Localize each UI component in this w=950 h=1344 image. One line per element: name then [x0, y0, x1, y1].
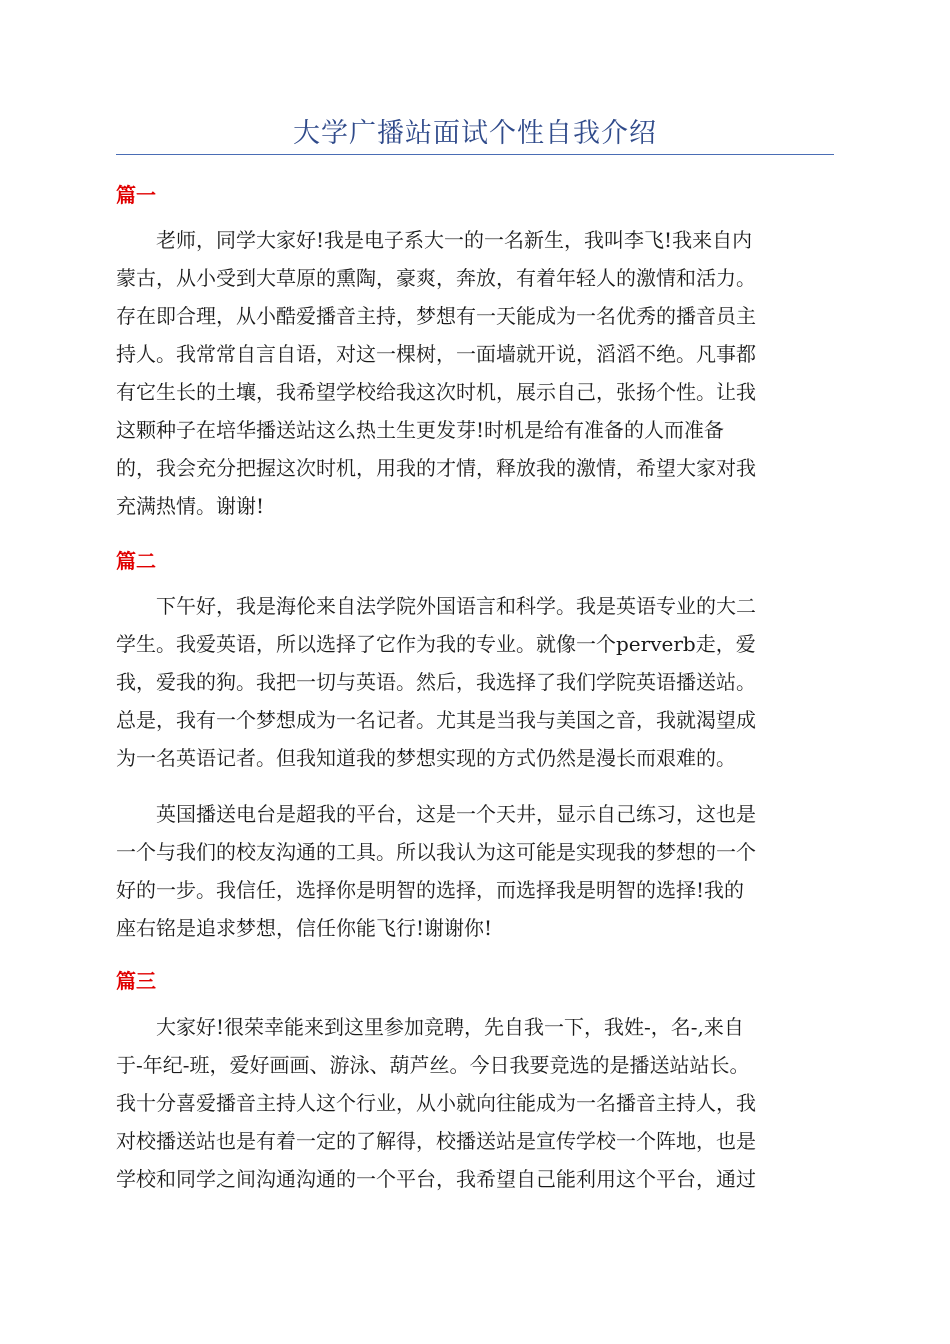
- text-line: 座右铭是追求梦想，信任你能飞行!谢谢你!: [116, 916, 493, 940]
- text-line: 老师，同学大家好!我是电子系大一的一名新生，我叫李飞!我来自内: [116, 228, 753, 252]
- section-heading-2: 篇二: [116, 549, 156, 573]
- text-line: 为一名英语记者。但我知道我的梦想实现的方式仍然是漫长而艰难的。: [116, 746, 736, 770]
- text-line: 的，我会充分把握这次时机，用我的才情，释放我的激情，希望大家对我: [116, 456, 756, 480]
- text-line: 一个与我们的校友沟通的工具。所以我认为这可能是实现我的梦想的一个: [116, 840, 756, 864]
- paragraph: [116, 1008, 834, 1198]
- text-line: 持人。我常常自言自语，对这一棵树，一面墙就开说，滔滔不绝。凡事都: [116, 342, 756, 366]
- text-line: 好的一步。我信任，选择你是明智的选择，而选择我是明智的选择!我的: [116, 878, 745, 902]
- document-title: 大学广播站面试个性自我介绍: [293, 118, 657, 149]
- text-line: 英国播送电台是超我的平台，这是一个天井，显示自己练习，这也是: [116, 802, 756, 826]
- text-line: 下午好，我是海伦来自法学院外国语言和科学。我是英语专业的大二: [116, 594, 756, 618]
- paragraph: [116, 587, 834, 777]
- text-line: 充满热情。谢谢!: [116, 494, 265, 518]
- text-line: 学生。我爱英语，所以选择了它作为我的专业。就像一个perverb走，爱: [116, 632, 756, 656]
- paragraph: [116, 221, 834, 525]
- text-line: 大家好!很荣幸能来到这里参加竞聘，先自我一下，我姓-，名-,来自: [116, 1015, 744, 1039]
- text-line: 总是，我有一个梦想成为一名记者。尤其是当我与美国之音，我就渴望成: [116, 708, 756, 732]
- text-line: 于-年纪-班，爱好画画、游泳、葫芦丝。今日我要竞选的是播送站站长。: [116, 1053, 750, 1077]
- section-heading-3: 篇三: [116, 969, 156, 993]
- text-line: 我，爱我的狗。我把一切与英语。然后，我选择了我们学院英语播送站。: [116, 670, 756, 694]
- paragraph: [116, 795, 834, 947]
- text-line: 对校播送站也是有着一定的了解得，校播送站是宣传学校一个阵地，也是: [116, 1129, 756, 1153]
- text-line: 有它生长的土壤，我希望学校给我这次时机，展示自己，张扬个性。让我: [116, 380, 756, 404]
- text-line: 这颗种子在培华播送站这么热土生更发芽!时机是给有准备的人而准备: [116, 418, 725, 442]
- text-line: 学校和同学之间沟通沟通的一个平台，我希望自己能利用这个平台，通过: [116, 1167, 756, 1191]
- text-line: 蒙古，从小受到大草原的熏陶，豪爽，奔放，有着年轻人的激情和活力。: [116, 266, 756, 290]
- text-line: 存在即合理，从小酷爱播音主持，梦想有一天能成为一名优秀的播音员主: [116, 304, 756, 328]
- title-underline: [116, 154, 834, 155]
- text-line: 我十分喜爱播音主持人这个行业，从小就向往能成为一名播音主持人，我: [116, 1091, 756, 1115]
- section-heading-1: 篇一: [116, 183, 156, 207]
